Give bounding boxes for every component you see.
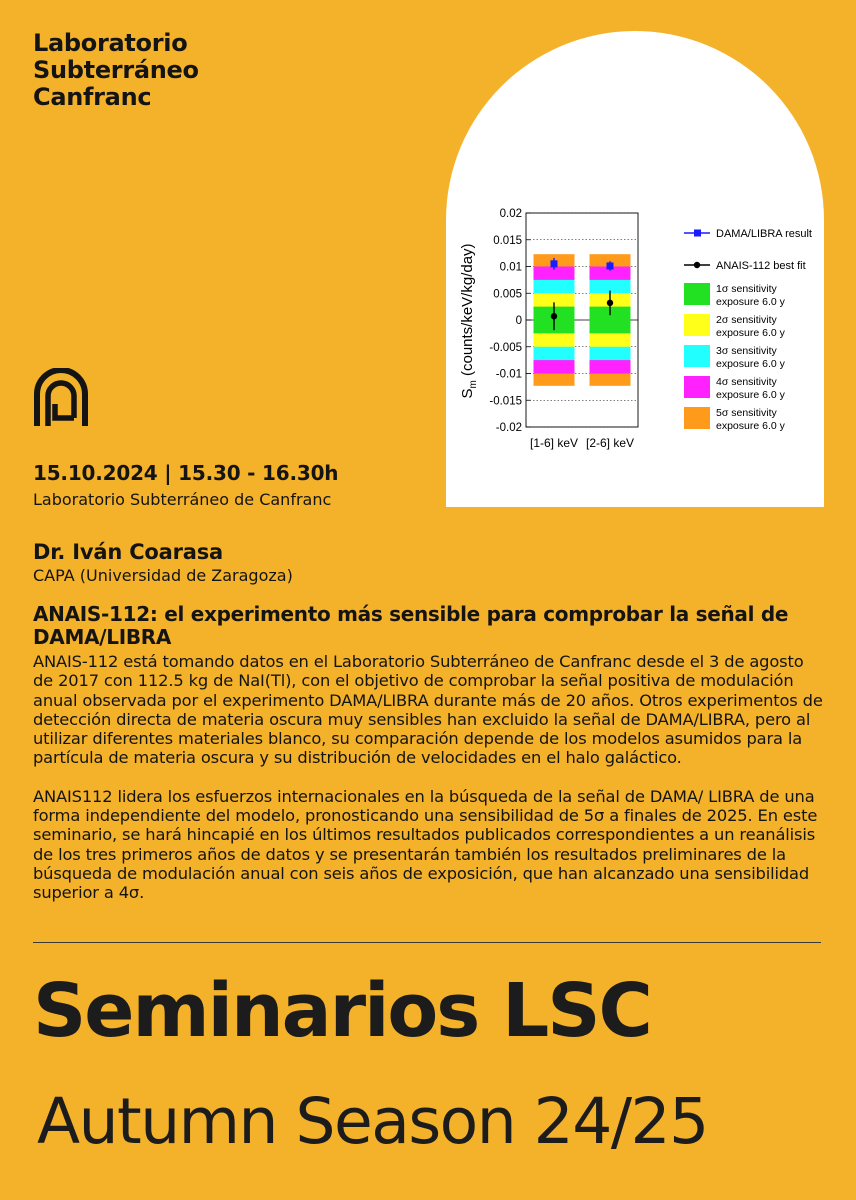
season-title: Autumn Season 24/25 <box>37 1085 708 1158</box>
legend-sigma1-swatch <box>684 283 710 305</box>
chart-x-tick-label: [1-6] keV <box>529 436 579 450</box>
chart-y-tick-label: -0.01 <box>495 368 522 381</box>
dama-data-point <box>607 262 614 269</box>
legend-sigma3-sublabel: exposure 6.0 y <box>716 358 785 370</box>
legend-sigma5-label: 5σ sensitivity <box>716 407 777 419</box>
abstract-paragraph: ANAIS-112 está tomando datos en el Laboratorio Subterráneo de Canfranc desde el 3 de agosto de 2017 con 112.5 kg de NaI(Tl), con el objetivo de comprobar la señal positiva de modulación anual observada por el experimento DAMA/LIBRA durante más de 20 años. Otros experimentos de detección directa de materia oscura muy sensibles han excluido la señal de DAMA/LIBRA, pero al utilizar diferentes materiales blanco, su comparación depende de los modelos asumidos para la partícula de materia oscura y su distribución de velocidades en el halo galáctico. <box>33 652 823 768</box>
chart-y-tick-label: 0 <box>515 315 522 327</box>
chart-y-tick-label: 0.015 <box>493 234 522 247</box>
chart-y-axis-label-sub: m <box>468 380 479 389</box>
legend-sigma4-label: 4σ sensitivity <box>716 376 777 388</box>
chart-y-tick-label: 0.02 <box>499 208 522 220</box>
chart-y-tick-label: -0.015 <box>489 395 522 408</box>
organization-name-line-2: Subterráneo <box>33 56 199 84</box>
legend-sigma4-swatch <box>684 376 710 398</box>
speaker-affiliation: CAPA (Universidad de Zaragoza) <box>33 566 293 585</box>
chart-y-axis-label-rest: (counts/keV/kg/day) <box>459 243 476 381</box>
chart-x-tick-label: [2-6] keV <box>585 436 635 450</box>
speaker-name: Dr. Iván Coarasa <box>33 540 224 564</box>
talk-title: ANAIS-112: el experimento más sensible para comprobar la señal de DAMA/LIBRA <box>33 602 789 649</box>
legend-sigma2-swatch <box>684 314 710 336</box>
event-datetime: 15.10.2024 | 15.30 - 16.30h <box>33 461 339 485</box>
legend-sigma5-sublabel: exposure 6.0 y <box>716 420 785 432</box>
legend-sigma2-sublabel: exposure 6.0 y <box>716 327 785 339</box>
legend-sigma2-label: 2σ sensitivity <box>716 314 777 326</box>
organization-name-line-1: Laboratorio <box>33 29 188 57</box>
legend-sigma3-label: 3σ sensitivity <box>716 345 777 357</box>
legend-dama-marker <box>694 230 701 237</box>
chart-y-tick-label: -0.02 <box>495 422 522 434</box>
chart-y-tick-label: 0.01 <box>499 261 522 274</box>
chart-panel <box>446 31 824 507</box>
legend-sigma1-label: 1σ sensitivity <box>716 283 777 295</box>
legend-anais-label: ANAIS-112 best fit <box>716 260 806 272</box>
chart-y-axis-label <box>459 243 479 398</box>
chart-y-tick-label: 0.005 <box>493 288 522 301</box>
divider <box>33 942 821 943</box>
dama-data-point <box>551 260 558 267</box>
event-venue: Laboratorio Subterráneo de Canfranc <box>33 490 332 509</box>
lsc-arch-logo-icon <box>33 368 89 428</box>
sensitivity-chart <box>446 31 824 507</box>
organization-name <box>33 30 199 111</box>
talk-abstract <box>33 652 825 922</box>
legend-sigma5-swatch <box>684 407 710 429</box>
chart-y-axis-label-main: S <box>459 388 476 399</box>
legend-sigma3-swatch <box>684 345 710 367</box>
legend-dama-label: DAMA/LIBRA result <box>716 228 812 240</box>
legend-sigma4-sublabel: exposure 6.0 y <box>716 389 785 401</box>
anais-data-point <box>607 300 613 306</box>
legend-sigma1-sublabel: exposure 6.0 y <box>716 296 785 308</box>
organization-name-line-3: Canfranc <box>33 83 152 111</box>
legend-anais-marker <box>694 262 700 268</box>
chart-y-tick-label: -0.005 <box>489 341 522 354</box>
series-title: Seminarios LSC <box>33 968 651 1054</box>
abstract-paragraph: ANAIS112 lidera los esfuerzos internacionales en la búsqueda de la señal de DAMA/ LIBRA de una forma independiente del modelo, pronosticando una sensibilidad de 5σ a finales de 2025. En este seminario, se hará hincapié en los últimos resultados publicados correspondientes a un reanálisis de los tres primeros años de datos y se presentarán también los resultados preliminares de la búsqueda de modulación anual con seis años de exposición, que han alcanzado una sensibilidad superior a 4σ. <box>33 786 818 903</box>
anais-data-point <box>551 313 557 319</box>
